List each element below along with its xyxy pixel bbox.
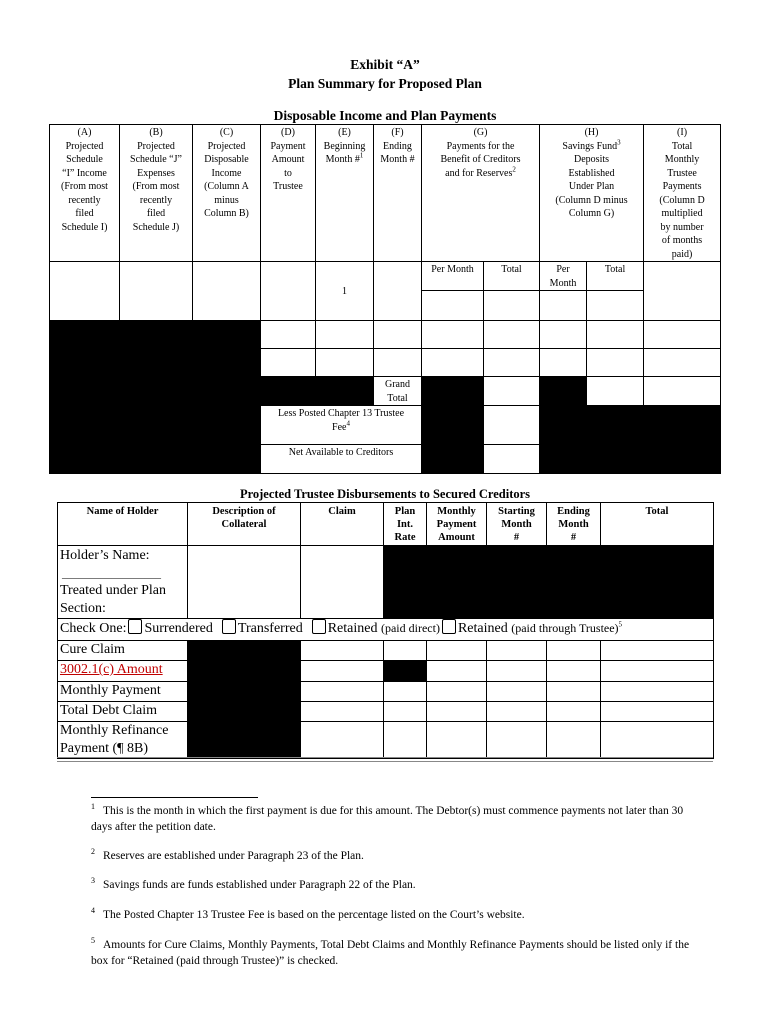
monthly-amount[interactable] xyxy=(427,682,487,702)
col-e-header xyxy=(316,125,374,262)
g-pm-row3[interactable] xyxy=(422,349,484,377)
grand-total-row xyxy=(50,377,721,406)
holder-header: Name of Holder xyxy=(58,503,188,546)
footnote-separator xyxy=(91,797,258,798)
amount-3002-start[interactable] xyxy=(487,661,547,682)
g-total-row2[interactable] xyxy=(484,321,540,349)
g-total-row3[interactable] xyxy=(484,349,540,377)
retained-trustee-note: (paid through Trustee) xyxy=(511,621,619,635)
col-f-header: (F) Ending Month # xyxy=(374,125,422,262)
footnote-3-number: 3 xyxy=(91,876,95,886)
row1-begin-month: 1 xyxy=(342,285,347,297)
total-debt-row xyxy=(58,702,714,722)
footnote-4-text: The Posted Chapter 13 Trustee Fee is based on the percentage listed on the Court’s website. xyxy=(103,909,525,921)
c-total-blocked xyxy=(193,377,261,474)
holder-name-label: Holder’s Name: xyxy=(60,548,150,563)
b-row1-cell[interactable] xyxy=(120,262,193,321)
monthly-rate[interactable] xyxy=(384,682,427,702)
rate-header: Plan Int. Rate xyxy=(384,503,427,546)
g-total-row1[interactable] xyxy=(484,291,540,321)
amount-3002-claim[interactable] xyxy=(301,661,384,682)
transferred-checkbox[interactable] xyxy=(222,619,236,634)
h-pm-row1[interactable] xyxy=(540,291,587,321)
collateral-header: Description of Collateral xyxy=(188,503,301,546)
col-a-header: (A) Projected Schedule “I” Income (From most recently filed Schedule I) xyxy=(50,125,120,262)
amount-3002-total[interactable] xyxy=(601,661,714,682)
i-row1-cell[interactable] xyxy=(644,262,721,321)
footnote-5-number: 5 xyxy=(91,936,95,946)
col-g-label: (G) Payments for the Benefit of Creditors and for Reserves xyxy=(440,127,521,179)
d-row1-cell[interactable] xyxy=(261,262,316,321)
debt-claim[interactable] xyxy=(301,702,384,722)
refi-monthly[interactable] xyxy=(427,722,487,759)
sub-header-row xyxy=(50,262,721,291)
end-month-header: Ending Month # xyxy=(547,503,601,546)
i-row2[interactable] xyxy=(644,321,721,349)
total-debt-label: Total Debt Claim xyxy=(58,702,188,722)
collateral-cell[interactable] xyxy=(188,546,301,619)
monthly-total[interactable] xyxy=(601,682,714,702)
amount-3002-row xyxy=(58,661,714,682)
a-row1-cell[interactable] xyxy=(50,262,120,321)
cure-end[interactable] xyxy=(547,641,601,661)
g-pm-total-blocked xyxy=(422,377,484,474)
monthly-payment-row xyxy=(58,682,714,702)
e-row2[interactable] xyxy=(316,321,374,349)
cure-rate[interactable] xyxy=(384,641,427,661)
g-per-month-header: Per Month xyxy=(422,262,484,291)
col-e-label: (E) Beginning Month # xyxy=(323,127,366,165)
g-pm-row1[interactable] xyxy=(422,291,484,321)
net-available-label: Net Available to Creditors xyxy=(261,445,422,474)
col-h-header xyxy=(540,125,644,262)
monthly-end[interactable] xyxy=(547,682,601,702)
amount-3002-end[interactable] xyxy=(547,661,601,682)
footnote-4-number: 4 xyxy=(91,906,95,916)
monthly-start[interactable] xyxy=(487,682,547,702)
exhibit-title: Exhibit “A” xyxy=(350,57,420,72)
less-fee-text: Less Posted Chapter 13 Trustee Fee xyxy=(277,408,405,433)
secured-creditors-table xyxy=(57,502,714,759)
cure-claim-amount[interactable] xyxy=(301,641,384,661)
cure-claim-label: Cure Claim xyxy=(58,641,188,661)
cure-total[interactable] xyxy=(601,641,714,661)
end-blocked xyxy=(547,546,601,619)
column-header-row xyxy=(50,125,721,262)
start-month-header: Starting Month # xyxy=(487,503,547,546)
page-title: Plan Summary for Proposed Plan xyxy=(288,76,482,91)
footnote-ref-5: 5 xyxy=(618,620,623,629)
amount-3002-rate-blocked xyxy=(384,661,427,682)
g-grand-total[interactable] xyxy=(484,377,540,406)
h-pm-row2[interactable] xyxy=(540,321,587,349)
c-row1-cell[interactable] xyxy=(193,262,261,321)
footnote-5 xyxy=(91,937,691,969)
claim-cell[interactable] xyxy=(301,546,384,619)
data-row-2 xyxy=(50,321,721,349)
col-c-header: (C) Projected Disposable Income (Column A minus Column B) xyxy=(193,125,261,262)
d-row3[interactable] xyxy=(261,349,316,377)
a-total-blocked xyxy=(50,377,120,474)
section2-heading: Projected Trustee Disbursements to Secured Creditors xyxy=(239,487,531,501)
de-total-blocked xyxy=(261,377,374,406)
retained-trustee-checkbox[interactable] xyxy=(442,619,456,634)
refi-end[interactable] xyxy=(547,722,601,759)
holder-row xyxy=(58,546,714,619)
grand-total-label: Grand Total xyxy=(374,377,422,406)
footnote-2-number: 2 xyxy=(91,847,95,857)
retained-direct-label: Retained xyxy=(327,621,378,636)
check-one-row xyxy=(58,619,714,641)
h-pm-total-blocked xyxy=(540,377,587,406)
surrendered-label: Surrendered xyxy=(144,621,213,636)
cure-monthly[interactable] xyxy=(427,641,487,661)
amount-3002-link[interactable]: 3002.1(c) Amount xyxy=(60,662,163,677)
monthly-payment-label: Monthly Payment xyxy=(58,682,188,702)
monthly-blocked xyxy=(427,546,487,619)
h-grand-total[interactable] xyxy=(587,377,644,406)
amount-3002-monthly[interactable] xyxy=(427,661,487,682)
section1-heading: Disposable Income and Plan Payments xyxy=(273,108,497,123)
cure-claim-row xyxy=(58,641,714,661)
footnote-ref-3: 3 xyxy=(617,138,621,147)
debt-total[interactable] xyxy=(601,702,714,722)
refi-claim[interactable] xyxy=(301,722,384,759)
i-row3[interactable] xyxy=(644,349,721,377)
h-total-row1[interactable] xyxy=(587,291,644,321)
a-blocked-cell xyxy=(50,321,120,377)
retained-direct-note: (paid direct) xyxy=(380,621,440,635)
footnote-1 xyxy=(91,803,691,835)
holder-name-blank: __________________ xyxy=(62,568,161,580)
monthly-claim[interactable] xyxy=(301,682,384,702)
g-net-total[interactable] xyxy=(484,445,540,474)
cure-collateral-blocked xyxy=(188,641,301,759)
f-row3[interactable] xyxy=(374,349,422,377)
debt-end[interactable] xyxy=(547,702,601,722)
footnote-1-number: 1 xyxy=(91,802,95,812)
g-pm-row2[interactable] xyxy=(422,321,484,349)
h-total-header: Total xyxy=(587,262,644,291)
table-bottom-rule xyxy=(57,757,713,762)
header-row xyxy=(58,503,714,546)
c-blocked-cell xyxy=(193,321,261,377)
debt-rate[interactable] xyxy=(384,702,427,722)
refi-start[interactable] xyxy=(487,722,547,759)
treated-label: Treated under Plan Section: xyxy=(60,583,167,616)
total-header: Total xyxy=(601,503,714,546)
f-row1-cell[interactable] xyxy=(374,262,422,321)
col-h-label-rest: Deposits Established Under Plan (Column D minus Column G) xyxy=(555,154,628,219)
e-row1-cell[interactable] xyxy=(316,262,374,321)
footnote-3 xyxy=(91,877,691,893)
footnote-2 xyxy=(91,848,691,864)
col-h-label: (H) Savings Fund xyxy=(562,127,618,152)
refinance-row xyxy=(58,722,714,759)
transferred-label: Transferred xyxy=(237,621,303,636)
hi-fee-blocked xyxy=(540,406,721,474)
g-fee-total[interactable] xyxy=(484,406,540,445)
h-per-month-header: Per Month xyxy=(540,262,587,291)
retained-direct-checkbox[interactable] xyxy=(312,619,326,634)
i-grand-total[interactable] xyxy=(644,377,721,406)
col-d-header: (D) Payment Amount to Trustee xyxy=(261,125,316,262)
refi-rate[interactable] xyxy=(384,722,427,759)
check-one-label: Check One: xyxy=(60,621,127,636)
amount-3002-cell xyxy=(58,661,188,682)
b-total-blocked xyxy=(120,377,193,474)
refinance-label: Monthly Refinance Payment (¶ 8B) xyxy=(58,722,188,759)
total-blocked xyxy=(601,546,714,619)
monthly-header: Monthly Payment Amount xyxy=(427,503,487,546)
rate-blocked xyxy=(384,546,427,619)
footnote-3-text: Savings funds are funds established under Paragraph 22 of the Plan. xyxy=(103,879,416,891)
footnote-ref-2: 2 xyxy=(512,165,516,174)
cure-start[interactable] xyxy=(487,641,547,661)
less-fee-label xyxy=(261,406,422,445)
col-i-header: (I) Total Monthly Trustee Payments (Column D multiplied by number of months paid) xyxy=(644,125,721,262)
retained-trustee-label: Retained xyxy=(457,621,508,636)
footnote-ref-4: 4 xyxy=(346,419,350,428)
debt-start[interactable] xyxy=(487,702,547,722)
treatment-options xyxy=(58,619,714,641)
h-total-row2[interactable] xyxy=(587,321,644,349)
col-b-header: (B) Projected Schedule “J” Expenses (From most recently filed Schedule J) xyxy=(120,125,193,262)
h-pm-row3[interactable] xyxy=(540,349,587,377)
debt-monthly[interactable] xyxy=(427,702,487,722)
g-total-header: Total xyxy=(484,262,540,291)
footnote-4 xyxy=(91,907,691,923)
plan-payments-table xyxy=(49,124,721,474)
d-row2[interactable] xyxy=(261,321,316,349)
h-total-row3[interactable] xyxy=(587,349,644,377)
surrendered-checkbox[interactable] xyxy=(128,619,142,634)
footnote-1-text: This is the month in which the first payment is due for this amount. The Debtor(s) must commence payments not later than 30 days after the petition date. xyxy=(91,805,684,833)
refi-total[interactable] xyxy=(601,722,714,759)
f-row2[interactable] xyxy=(374,321,422,349)
claim-header: Claim xyxy=(301,503,384,546)
b-blocked-cell xyxy=(120,321,193,377)
col-g-header xyxy=(422,125,540,262)
start-blocked xyxy=(487,546,547,619)
e-row3[interactable] xyxy=(316,349,374,377)
footnote-ref-1: 1 xyxy=(359,151,364,160)
footnote-2-text: Reserves are established under Paragraph 23 of the Plan. xyxy=(103,850,364,862)
holder-name-cell[interactable] xyxy=(58,546,188,619)
footnote-5-text: Amounts for Cure Claims, Monthly Payments, Total Debt Claims and Monthly Refinance Payments should be listed only if the box for “Retained (paid through Trustee)” is checked. xyxy=(91,939,690,967)
